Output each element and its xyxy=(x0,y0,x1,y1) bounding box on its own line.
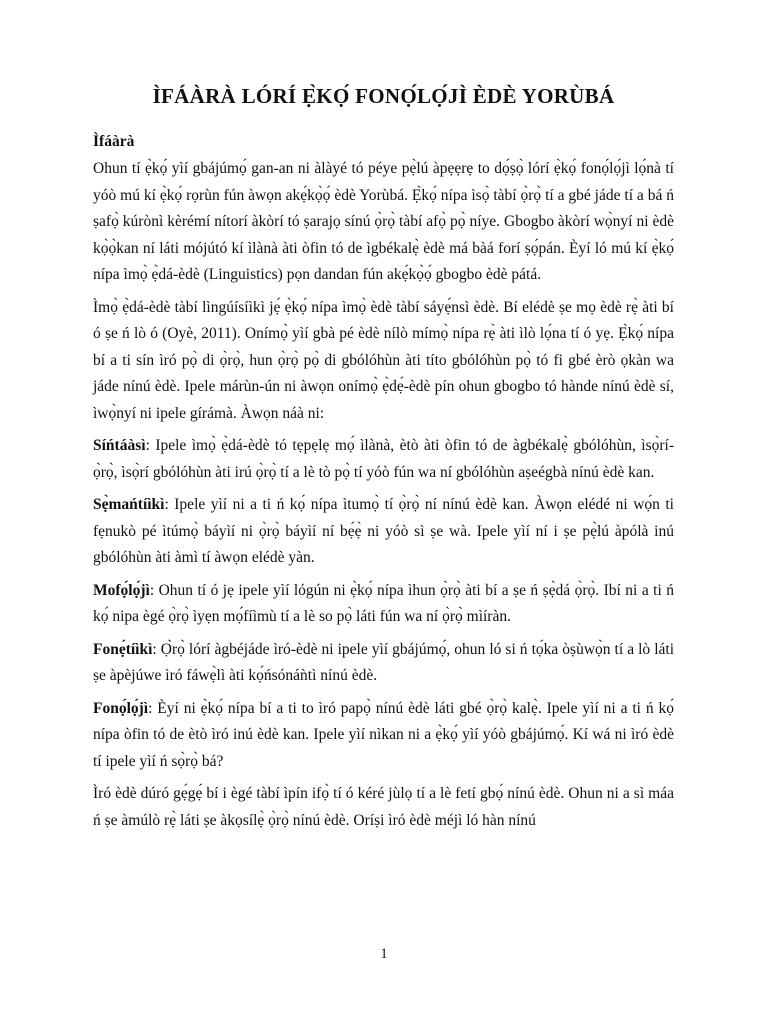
document-page xyxy=(93,82,674,840)
paragraph-phonology-text: : Èyí ni ẹ̀kọ́ nípa bí a ti to ìró papọ̀ nínú èdè láti gbé ọ̀rọ̀ kalẹ̀. Ipele yìí ni a ti ń kọ́ nípa òfin tó de ètò ìró inú èdè kan. Ipele yìí nìkan ni a ẹ̀kọ́ yìí yóò gbájúmọ́. Kí wá ni ìró èdè tí ipele yìí ń sọ̀rọ̀ bá? xyxy=(93,699,674,770)
page-number: 1 xyxy=(380,946,388,962)
paragraph-phonetics-text: : Ọ̀rọ̀ lórí àgbéjáde ìró-èdè ni ipele yìí gbájúmọ́, ohun ló si ń tọ́ka òṣùwọ̀n tí a lò láti ṣe àpèjúwe ìró fáwẹ̀lì àti kọ́ńsónáǹtì nínú èdè. xyxy=(93,640,674,684)
paragraph-1 xyxy=(93,156,674,289)
term-syntax: Síńtáàsì xyxy=(93,437,146,454)
paragraph-1-text: Ohun tí ẹ̀kọ́ yìí gbájúmọ́ gan-an ni àlàyé tó péye pẹ̀lú àpẹẹrẹ to dọ́ṣọ̀ lórí ẹ̀kọ́ fonọ́lọ́jì lọ́nà tí yóò mú kí ẹ̀kọ́ rọrùn fún àwọn akẹ́kọ̀ọ́ èdè Yorùbá. Ẹ̀kọ́ nípa ìsọ̀ tàbí ọ̀rọ̀ tí a gbé jáde tí a bá ń ṣafọ̀ kúrònì kèrémí nítorí àkòrí tó ṣarajọ sínú ọ̀rọ̀ tàbí afọ̀ pọ̀ níye. Gbogbo àkòrí wọ̀nyí ni èdè kọ̀ọ̀kan ní láti mójútó kí ìlànà àti òfin tó de ìgbékalẹ̀ èdè má bàá forí ṣọ́pán. Èyí ló mú kí ẹ̀kọ́ nípa ìmọ̀ ẹ̀dá-èdè (Linguistics) pọn dandan fún akẹ́kọ̀ọ́ gbogbo èdè pátá. xyxy=(93,160,674,283)
paragraph-morphology xyxy=(93,578,674,631)
paragraph-syntax-text: : Ipele ìmọ̀ ẹ̀dá-èdè tó tẹpẹlẹ mọ́ ìlànà, ètò àti òfin tó de àgbékalẹ̀ gbólóhùn, ìsọ̀rí-ọ̀rọ̀, ìsọ̀rí gbólóhùn àti irú ọ̀rọ̀ tí a lè tò pọ̀ tí yóò fún wa ní gbólóhùn aṣeégbà nínú èdè kan. xyxy=(93,437,674,481)
paragraph-2 xyxy=(93,295,674,428)
term-morphology: Mofọ́lọ́jì xyxy=(93,581,150,599)
paragraph-8 xyxy=(93,781,674,834)
paragraph-semantics-text: : Ipele yìí ni a ti ń kọ́ nípa ìtumọ̀ tí ọ̀rọ̀ ní nínú èdè kan. Àwọn elédé ni wọ́n ti fẹnukò pé ìtúmọ̀ báyìí ni ọ̀rọ̀ báyìí ní bẹ́ẹ̀ ni yóò sì ṣe wà. Ipele yìí ní i ṣe pẹ̀lú àpólà inú gbólóhùn àti àmì tí àwọn elédè yàn. xyxy=(93,496,674,566)
term-semantics: Sẹ̀mańtíìkì xyxy=(93,496,165,513)
paragraph-phonetics xyxy=(93,637,674,690)
paragraph-8-text: Ìró èdè dúró gẹ́gẹ́ bí i ègé tàbí ìpín ifọ̀ tí ó kéré jùlọ tí a lè fetí gbọ́ nínú èdè. Ohun ni a sì máa ń ṣe àmúlò rẹ̀ láti ṣe àkọsílẹ̀ ọ̀rọ̀ nínú èdè. Oríṣi ìró èdè méjì ló hàn nínú xyxy=(93,785,674,829)
paragraph-2-text: Ìmọ̀ ẹ̀dá-èdè tàbí lìngúísíìkì jẹ́ ẹ̀kọ́ nípa ìmọ̀ èdè tàbí sáyẹ́nsì èdè. Bí elédè ṣe mọ èdè rẹ̀ àti bí ó ṣe ń lò ó (Oyè, 2011). Onímọ̀ yìí gbà pé èdè nílò mímọ̀ nípa rẹ̀ àti ìlò lọ́na tí ó yẹ. Ẹ̀kọ́ nípa bí a ti sín ìró pọ̀ di ọ̀rọ̀, hun ọ̀rọ̀ pọ̀ di gbólóhùn àti títo gbólóhùn pọ̀ tó fi gbé èrò ọkàn wa jáde nínú èdè. Ipele márùn-ún ni àwọn onímọ̀ ẹ̀dẹ́-èdè pín ohun gbogbo tó hànde nínú èdè sí, ìwọ̀nyí ni ipele gírámà. Àwọn náà ni: xyxy=(93,298,674,422)
paragraph-morphology-text: : Ohun tí ó jẹ ipele yìí lógún ni ẹ̀kọ́ nípa ìhun ọ̀rọ̀ àti bí a ṣe ń ṣẹ̀dá ọ̀rọ̀. Ibí ni a ti ń kọ́ nipa ègé ọ̀rọ̀ ìyẹn mọ́fíìmù tí a lè so pọ̀ láti fún wa ní ọ̀rọ̀ mìíràn. xyxy=(93,581,674,625)
paragraph-syntax xyxy=(93,433,674,486)
paragraph-phonology xyxy=(93,696,674,776)
paragraph-semantics xyxy=(93,492,674,572)
term-phonology: Fonọ́lọ́jì xyxy=(93,699,149,717)
document-title: ÌFÁÀRÀ LÓRÍ Ẹ̀KỌ́ FONỌ́LỌ́JÌ ÈDÈ YORÙBÁ xyxy=(152,84,615,108)
intro-heading: Ìfáàrà xyxy=(93,133,135,150)
term-phonetics: Fonẹ́tíìkì xyxy=(93,640,153,658)
